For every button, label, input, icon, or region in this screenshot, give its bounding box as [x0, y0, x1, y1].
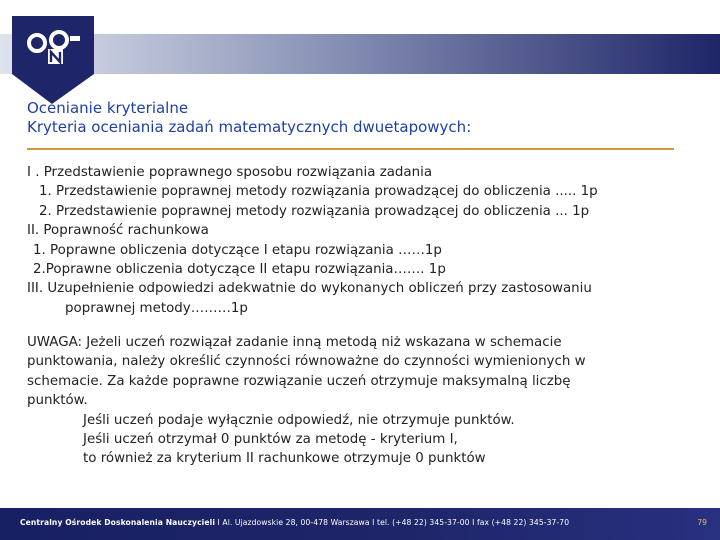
note-paragraph: [27, 333, 717, 469]
note-line: schemacie. Za każde poprawne rozwiązanie uczeń otrzymuje maksymalną liczbę: [27, 373, 571, 389]
footer-bar: [0, 508, 720, 540]
page-number: 79: [697, 518, 707, 527]
criteria-outline: [27, 163, 717, 318]
header-band: [0, 34, 720, 74]
slide-title: [27, 99, 707, 137]
footer-contact: [20, 518, 569, 527]
criteria-item: 2. Przedstawienie poprawnej metody rozwiązania prowadzącej do obliczenia ... 1p: [39, 203, 590, 219]
criteria-item: 2.Poprawne obliczenia dotyczące II etapu rozwiązania……. 1p: [33, 262, 446, 278]
criteria-item: II. Poprawność rachunkowa: [27, 223, 209, 239]
criteria-item: 1. Przedstawienie poprawnej metody rozwiązania prowadzącej do obliczenia ..... 1p: [39, 184, 598, 200]
criteria-item: III. Uzupełnienie odpowiedzi adekwatnie do wykonanych obliczeń przy zastosowaniu: [27, 281, 592, 297]
footer-org: Centralny Ośrodek Doskonalenia Nauczycieli: [20, 518, 216, 527]
title-divider: [27, 148, 674, 150]
note-line: Jeśli uczeń otrzymał 0 punktów za metodę - kryterium I,: [83, 432, 458, 448]
criteria-item: 1. Poprawne obliczenia dotyczące I etapu rozwiązania ……1p: [33, 242, 442, 258]
note-line: to również za kryterium II rachunkowe otrzymuje 0 punktów: [83, 451, 486, 467]
note-line: UWAGA: Jeżeli uczeń rozwiązał zadanie inną metodą niż wskazana w schemacie: [27, 335, 562, 350]
cdn-logo-icon: [12, 16, 94, 104]
criteria-item: poprawnej metody………1p: [65, 300, 248, 316]
title-line-2: Kryteria oceniania zadań matematycznych dwuetapowych:: [27, 118, 472, 136]
footer-address: I Al. Ujazdowskie 28, 00-478 Warszawa I tel. (+48 22) 345-37-00 I fax (+48 22) 345-37-70: [215, 518, 570, 527]
note-line: punktowania, należy określić czynności równoważne do czynności wymienionych w: [27, 354, 586, 370]
criteria-item: I . Przedstawienie poprawnego sposobu rozwiązania zadania: [27, 165, 433, 180]
title-line-1: Ocenianie kryterialne: [27, 99, 189, 117]
note-line: punktów.: [27, 393, 88, 409]
note-line: Jeśli uczeń podaje wyłącznie odpowiedź, nie otrzymuje punktów.: [83, 412, 515, 428]
